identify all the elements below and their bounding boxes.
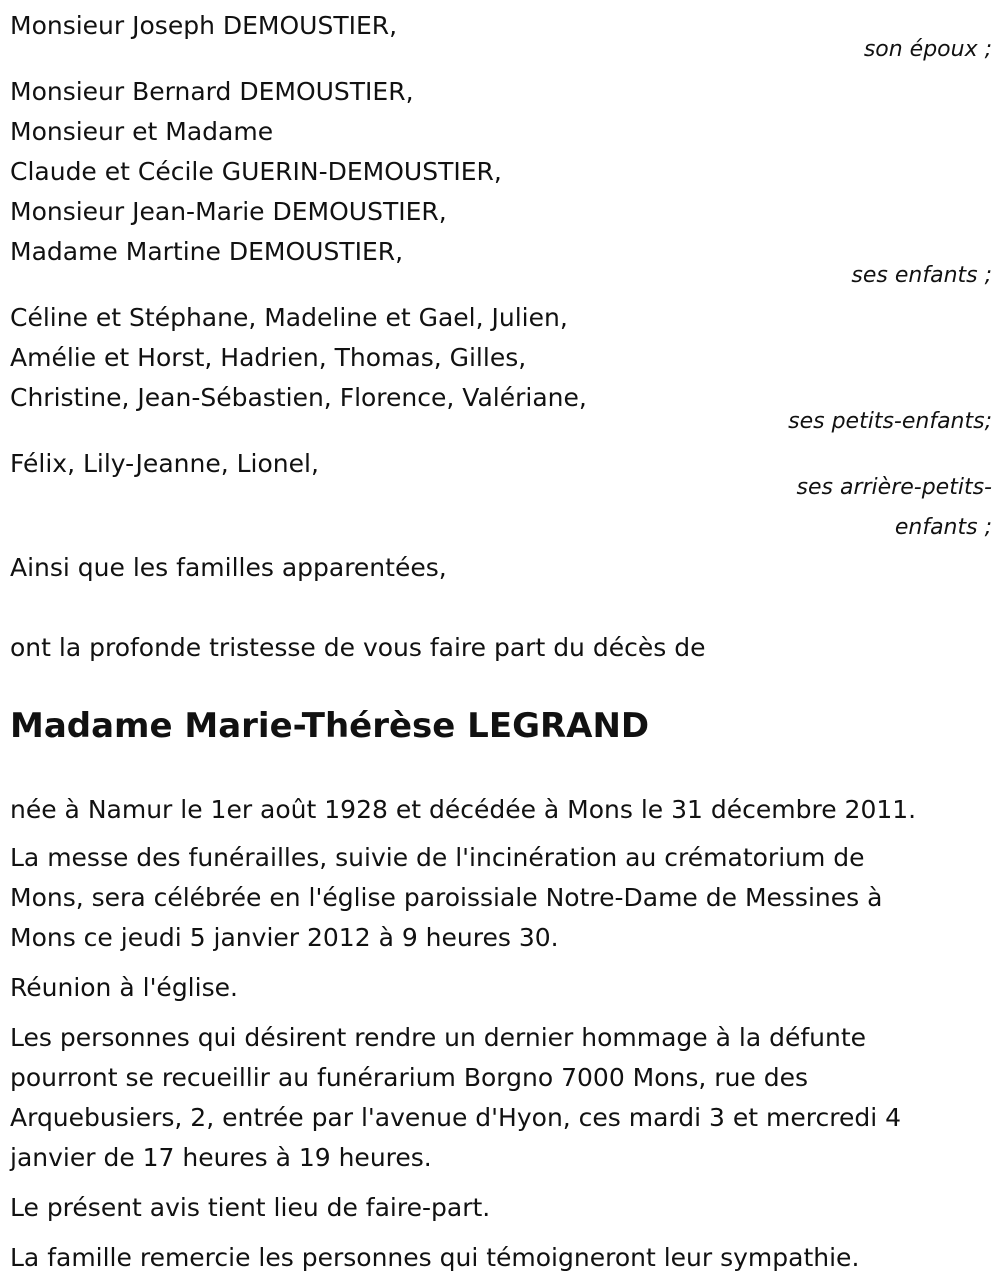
child-name: Monsieur Bernard DEMOUSTIER, (10, 77, 414, 106)
great-grandchildren-section (10, 444, 992, 548)
announcement-line: ont la profonde tristesse de vous faire part du décès de (10, 633, 706, 662)
funeral-paragraph (10, 838, 992, 958)
child-name: Monsieur Jean-Marie DEMOUSTIER, (10, 197, 447, 226)
husband-role: son époux ; (863, 37, 992, 62)
funeral-line: Mons, sera célébrée en l'église paroissiale Notre-Dame de Messines à (10, 883, 883, 912)
husband-section (10, 6, 992, 70)
obituary-notice (10, 0, 992, 1278)
child-name: Monsieur et Madame (10, 117, 274, 146)
grandchildren-line: Céline et Stéphane, Madeline et Gael, Julien, (10, 303, 568, 332)
great-grandchildren-line: Félix, Lily-Jeanne, Lionel, (10, 449, 319, 478)
meeting-paragraph: Réunion à l'église. (10, 973, 238, 1002)
birth-death-paragraph: née à Namur le 1er août 1928 et décédée à Mons le 31 décembre 2011. (10, 795, 917, 824)
child-name: Claude et Cécile GUERIN-DEMOUSTIER, (10, 157, 502, 186)
great-grandchildren-role: enfants ; (894, 515, 992, 540)
grandchildren-line: Amélie et Horst, Hadrien, Thomas, Gilles, (10, 343, 527, 372)
funeral-line: Mons ce jeudi 5 janvier 2012 à 9 heures 30. (10, 923, 559, 952)
thanks-paragraph: La famille remercie les personnes qui témoigneront leur sympathie. (10, 1243, 860, 1272)
husband-name: Monsieur Joseph DEMOUSTIER, (10, 11, 398, 40)
visitation-paragraph (10, 1018, 992, 1178)
great-grandchildren-role: ses arrière-petits- (796, 475, 992, 500)
children-section (10, 72, 992, 296)
grandchildren-line: Christine, Jean-Sébastien, Florence, Valériane, (10, 383, 587, 412)
visitation-line: pourront se recueillir au funérarium Borgno 7000 Mons, rue des (10, 1063, 809, 1092)
funeral-line: La messe des funérailles, suivie de l'incinération au crématorium de (10, 843, 865, 872)
grandchildren-section (10, 298, 992, 442)
grandchildren-role: ses petits-enfants; (788, 409, 992, 434)
notice-paragraph: Le présent avis tient lieu de faire-part. (10, 1193, 491, 1222)
visitation-line: janvier de 17 heures à 19 heures. (10, 1143, 432, 1172)
deceased-name: Madame Marie-Thérèse LEGRAND (10, 706, 650, 746)
relatives-line: Ainsi que les familles apparentées, (10, 553, 447, 582)
child-name: Madame Martine DEMOUSTIER, (10, 237, 404, 266)
visitation-line: Les personnes qui désirent rendre un dernier hommage à la défunte (10, 1023, 867, 1052)
children-role: ses enfants ; (851, 263, 992, 288)
visitation-line: Arquebusiers, 2, entrée par l'avenue d'Hyon, ces mardi 3 et mercredi 4 (10, 1103, 902, 1132)
